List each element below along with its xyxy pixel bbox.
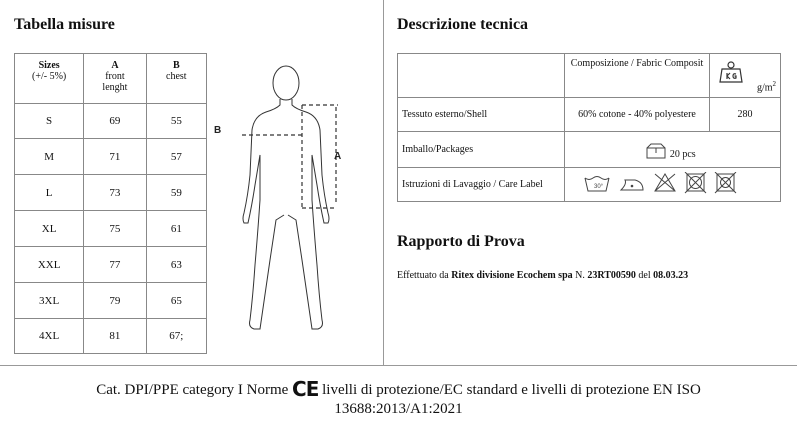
chest-cell: 63 [146, 247, 206, 283]
table-row [398, 132, 781, 168]
figure-label-b: B [214, 125, 222, 136]
chest-cell: 55 [146, 104, 206, 139]
front-length-cell: 81 [84, 319, 146, 354]
ce-mark: CE [292, 377, 319, 401]
header-front-length: A front lenght [84, 54, 146, 104]
tech-header-empty [398, 54, 565, 98]
figure-label-a: A [334, 151, 342, 162]
front-length-cell: 79 [84, 283, 146, 319]
test-report-title: Rapporto di Prova [397, 233, 525, 250]
chest-cell: 61 [146, 211, 206, 247]
table-row [15, 175, 207, 211]
table-row [15, 319, 207, 354]
size-table-header [15, 54, 207, 104]
front-length-cell: 77 [84, 247, 146, 283]
size-cell: L [15, 175, 84, 211]
no-dry-clean-icon [715, 172, 736, 193]
front-length-cell: 73 [84, 175, 146, 211]
footer-line-2: 13688:2013/A1:2021 [334, 401, 463, 417]
footer-divider [0, 365, 797, 366]
size-table [14, 53, 207, 354]
shell-weight: 280 [710, 98, 781, 132]
header-sizes: Sizes (+/- 5%) [15, 54, 84, 104]
packages-value: 20 pcs [669, 149, 696, 160]
care-symbols [583, 172, 763, 194]
composition-header: Composizione / Fabric Composit [565, 54, 710, 98]
column-divider [383, 0, 384, 365]
test-lab-name: Ritex divisione Ecochem spa [451, 270, 573, 281]
table-row [398, 168, 781, 202]
front-length-cell: 71 [84, 139, 146, 175]
care-icons [565, 168, 781, 202]
chest-cell: 59 [146, 175, 206, 211]
report-date: 08.03.23 [653, 270, 689, 281]
box-icon [645, 143, 667, 159]
chest-cell: 65 [146, 283, 206, 319]
no-tumble-dry-icon [685, 172, 706, 193]
tech-table [397, 53, 781, 202]
table-row [15, 139, 207, 175]
body-measure-figure [210, 55, 360, 340]
chest-cell: 57 [146, 139, 206, 175]
table-row [15, 211, 207, 247]
footer-line-1: Cat. DPI/PPE category I Norme CE livelli di protezione/EC standard e livelli di protezione EN ISO [96, 377, 701, 401]
report-number: 23RT00590 [587, 270, 636, 281]
table-row [15, 283, 207, 319]
tech-description-title: Descrizione tecnica [397, 16, 529, 33]
no-bleach-icon [655, 174, 675, 191]
header-chest: B chest [146, 54, 206, 104]
size-cell: 3XL [15, 283, 84, 319]
shell-label: Tessuto esterno/Shell [398, 98, 565, 132]
front-length-cell: 69 [84, 104, 146, 139]
chest-cell: 67; [146, 319, 206, 354]
certification-footer [0, 377, 797, 419]
packages-label: Imballo/Packages [398, 132, 565, 168]
test-report-text: Effettuato da Ritex divisione Ecochem spa N. 23RT00590 del 08.03.23 [397, 270, 689, 281]
table-row [15, 247, 207, 283]
shell-composition: 60% cotone - 40% polyestere [565, 98, 710, 132]
size-cell: XL [15, 211, 84, 247]
svg-text:30°: 30° [593, 184, 603, 190]
care-label: Istruzioni di Lavaggio / Care Label [398, 168, 565, 202]
packages-value-cell [565, 132, 781, 168]
weight-header: $g/m^2$ [710, 54, 781, 98]
iron-icon [621, 180, 643, 190]
size-table-title: Tabella misure [14, 16, 115, 33]
weight-unit: g/m [756, 82, 773, 93]
table-row [398, 98, 781, 132]
size-cell: 4XL [15, 319, 84, 354]
size-cell: M [15, 139, 84, 175]
size-cell: XXL [15, 247, 84, 283]
size-cell: S [15, 104, 84, 139]
weight-icon [718, 60, 744, 84]
front-length-cell: 75 [84, 211, 146, 247]
table-row [15, 104, 207, 139]
